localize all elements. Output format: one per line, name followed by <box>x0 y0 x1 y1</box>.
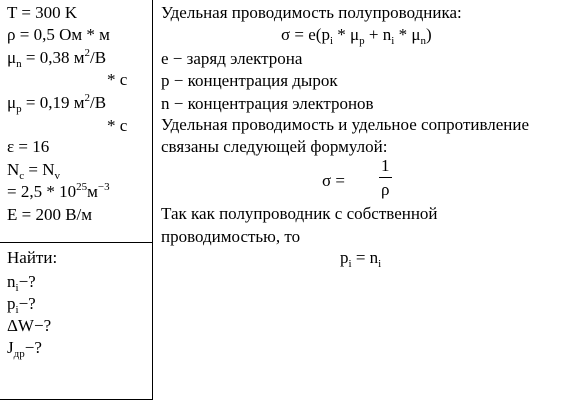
find-title: Найти: <box>7 248 58 267</box>
solution-line-conductivity-then: проводимостью, то <box>161 227 301 246</box>
given-temperature: T = 300 K <box>7 3 78 22</box>
definition-e: e − заряд электрона <box>161 49 303 68</box>
given-effective-density-value: = $2,5 * 10^{25}м^{-3}$ <box>7 181 110 201</box>
solution-line-formula-intro: связаны следующей формулой: <box>161 137 388 156</box>
definition-p: p − концентрация дырок <box>161 71 338 90</box>
find-drift-current: $J_{др}-$? <box>7 338 42 360</box>
column-divider <box>152 0 153 400</box>
given-find-divider <box>0 242 152 243</box>
given-mobility-p: $\mu_p = 0,19$ $м^2/В$ <box>7 92 107 115</box>
solution-line-conductivity: Удельная проводимость полупроводника: <box>161 3 462 22</box>
formula-intrinsic-equality: $p_i = n_i$ <box>340 248 382 270</box>
given-effective-density: $N_c = N_v$ <box>7 160 61 182</box>
find-pi: $p_i-$? <box>7 294 36 316</box>
given-mobility-n: $\mu_n = 0,38$ $м^2/В$ <box>7 47 107 70</box>
given-mobility-n-unit-cont: * c <box>107 70 128 89</box>
fraction-numerator: 1 <box>381 156 390 175</box>
formula-sigma-lhs: σ = <box>322 171 346 190</box>
find-bottom-border <box>0 399 152 400</box>
formula-conductivity: $\sigma = e(p_i * \mu_p + n_i * \mu_n)$ <box>281 25 432 47</box>
given-permittivity: ε = 16 <box>7 137 50 156</box>
solution-line-intrinsic: Так как полупроводник с собственной <box>161 204 438 223</box>
fraction-bar <box>379 177 392 178</box>
fraction-denominator: ρ <box>381 180 390 199</box>
given-field: E = 200 В/м <box>7 205 93 224</box>
find-delta-w: ΔW−? <box>7 316 52 335</box>
formula-reciprocal-fraction <box>379 157 392 198</box>
find-ni: $n_i-$? <box>7 272 36 294</box>
solution-line-relation: Удельная проводимость и удельное сопротивление <box>161 115 530 134</box>
given-mobility-p-unit-cont: * c <box>107 116 128 135</box>
given-resistivity: ρ = 0,5 Ом * м <box>7 25 110 44</box>
definition-n: n − концентрация электронов <box>161 94 374 113</box>
